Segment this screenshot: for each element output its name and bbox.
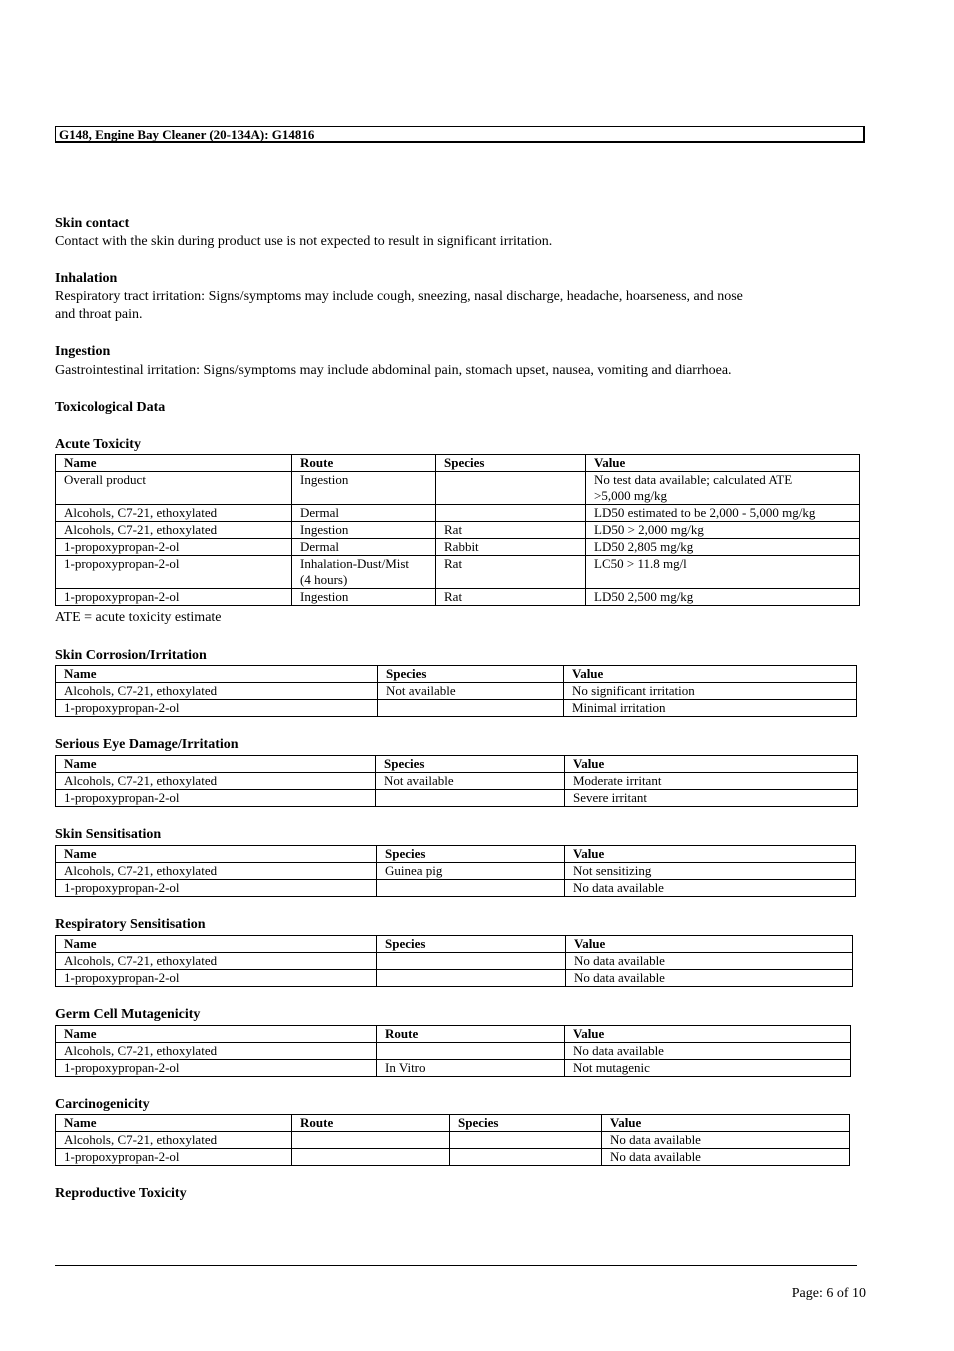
table-cell: No data available — [566, 970, 853, 987]
column-header: Name — [56, 846, 377, 863]
table-header-row — [56, 936, 853, 953]
table-row — [56, 522, 860, 539]
table-cell — [450, 1149, 602, 1166]
acute-toxicity-table — [55, 454, 860, 606]
table-cell: Overall product — [56, 472, 292, 505]
table-cell: 1-propoxypropan-2-ol — [56, 556, 292, 589]
table-header-row — [56, 756, 858, 773]
footer-divider — [55, 1265, 857, 1266]
table-cell: Alcohols, C7-21, ethoxylated — [56, 1132, 292, 1149]
table-cell: 1-propoxypropan-2-ol — [56, 1060, 377, 1077]
eye-damage-table — [55, 755, 858, 807]
table-header-row — [56, 1026, 851, 1043]
table-cell: Alcohols, C7-21, ethoxylated — [56, 505, 292, 522]
table-row — [56, 683, 857, 700]
table-cell: Moderate irritant — [565, 773, 858, 790]
column-header: Name — [56, 936, 377, 953]
table-row — [56, 863, 856, 880]
skin-sensitisation-heading: Skin Sensitisation — [55, 827, 162, 842]
column-header: Name — [56, 455, 292, 472]
table-cell: 1-propoxypropan-2-ol — [56, 880, 377, 897]
table-cell: 1-propoxypropan-2-ol — [56, 1149, 292, 1166]
table-cell — [436, 505, 586, 522]
page-number: Page: 6 of 10 — [791, 1286, 866, 1301]
reproductive-toxicity-heading: Reproductive Toxicity — [55, 1186, 187, 1201]
table-cell: No data available — [565, 1043, 851, 1060]
column-header: Species — [450, 1115, 602, 1132]
table-cell: Ingestion — [292, 589, 436, 606]
column-header: Name — [56, 756, 376, 773]
column-header: Species — [436, 455, 586, 472]
table-row — [56, 1060, 851, 1077]
toxicological-data-heading: Toxicological Data — [55, 400, 166, 415]
table-cell: 1-propoxypropan-2-ol — [56, 539, 292, 556]
table-row — [56, 953, 853, 970]
ingestion-heading: Ingestion — [55, 344, 111, 359]
document-header-title: G148, Engine Bay Cleaner (20-134A): G14816 — [55, 126, 865, 143]
table-row — [56, 773, 858, 790]
table-cell: Alcohols, C7-21, ethoxylated — [56, 953, 377, 970]
cell-line: Inhalation-Dust/Mist — [300, 556, 410, 571]
table-cell: No data available — [602, 1132, 850, 1149]
table-row — [56, 790, 858, 807]
table-cell: Dermal — [292, 539, 436, 556]
table-cell: Not mutagenic — [565, 1060, 851, 1077]
table-cell — [377, 880, 565, 897]
table-row — [56, 472, 860, 505]
table-cell: Rat — [436, 556, 586, 589]
table-cell: Severe irritant — [565, 790, 858, 807]
inhalation-text-line1: Respiratory tract irritation: Signs/symptoms may include cough, sneezing, nasal discharge, headache, hoarseness, and nose — [55, 289, 743, 304]
column-header: Value — [602, 1115, 850, 1132]
column-header: Species — [377, 846, 565, 863]
column-header: Value — [586, 455, 860, 472]
table-cell: Alcohols, C7-21, ethoxylated — [56, 683, 378, 700]
column-header: Value — [564, 666, 857, 683]
table-row — [56, 556, 860, 589]
table-cell: Minimal irritation — [564, 700, 857, 717]
column-header: Species — [378, 666, 564, 683]
respiratory-sensitisation-table — [55, 935, 853, 987]
table-cell — [377, 953, 566, 970]
cell-line: (4 hours) — [300, 572, 348, 587]
ingestion-text: Gastrointestinal irritation: Signs/symptoms may include abdominal pain, stomach upset, nausea, vomiting and diarrhoea. — [55, 363, 732, 378]
table-cell: LD50 > 2,000 mg/kg — [586, 522, 860, 539]
table-cell — [376, 790, 565, 807]
table-cell: Guinea pig — [377, 863, 565, 880]
table-cell: Alcohols, C7-21, ethoxylated — [56, 522, 292, 539]
skin-contact-heading: Skin contact — [55, 216, 130, 231]
skin-corrosion-table — [55, 665, 857, 717]
table-cell — [292, 556, 436, 589]
table-cell — [377, 970, 566, 987]
cell-line: >5,000 mg/kg — [594, 488, 668, 503]
table-cell: Rat — [436, 522, 586, 539]
carcinogenicity-table — [55, 1114, 850, 1166]
table-row — [56, 1043, 851, 1060]
germ-cell-heading: Germ Cell Mutagenicity — [55, 1007, 201, 1022]
column-header: Species — [376, 756, 565, 773]
table-row — [56, 589, 860, 606]
column-header: Route — [292, 1115, 450, 1132]
table-row — [56, 970, 853, 987]
table-cell: No data available — [565, 880, 856, 897]
table-header-row — [56, 1115, 850, 1132]
table-cell: Alcohols, C7-21, ethoxylated — [56, 1043, 377, 1060]
table-row — [56, 1149, 850, 1166]
table-cell: Not available — [378, 683, 564, 700]
table-cell: Ingestion — [292, 472, 436, 505]
table-cell — [292, 1132, 450, 1149]
table-cell: LC50 > 11.8 mg/l — [586, 556, 860, 589]
column-header: Name — [56, 666, 378, 683]
table-cell: Alcohols, C7-21, ethoxylated — [56, 863, 377, 880]
table-cell: Rabbit — [436, 539, 586, 556]
column-header: Route — [292, 455, 436, 472]
table-cell: 1-propoxypropan-2-ol — [56, 700, 378, 717]
column-header: Name — [56, 1115, 292, 1132]
table-row — [56, 700, 857, 717]
eye-damage-heading: Serious Eye Damage/Irritation — [55, 737, 239, 752]
table-cell: Ingestion — [292, 522, 436, 539]
column-header: Value — [565, 1026, 851, 1043]
table-cell: No significant irritation — [564, 683, 857, 700]
table-cell — [436, 472, 586, 505]
skin-sensitisation-table — [55, 845, 856, 897]
table-header-row — [56, 455, 860, 472]
column-header: Value — [565, 846, 856, 863]
table-cell: LD50 estimated to be 2,000 - 5,000 mg/kg — [586, 505, 860, 522]
inhalation-text-line2: and throat pain. — [55, 307, 143, 322]
table-cell: LD50 2,805 mg/kg — [586, 539, 860, 556]
table-cell: Not available — [376, 773, 565, 790]
column-header: Value — [566, 936, 853, 953]
ate-note: ATE = acute toxicity estimate — [55, 610, 222, 625]
skin-contact-text: Contact with the skin during product use is not expected to result in significant irritation. — [55, 234, 553, 249]
table-row — [56, 880, 856, 897]
respiratory-sensitisation-heading: Respiratory Sensitisation — [55, 917, 206, 932]
carcinogenicity-heading: Carcinogenicity — [55, 1097, 150, 1112]
table-row — [56, 1132, 850, 1149]
cell-line: No test data available; calculated ATE — [594, 472, 793, 487]
table-cell: No data available — [602, 1149, 850, 1166]
column-header: Route — [377, 1026, 565, 1043]
table-header-row — [56, 666, 857, 683]
table-header-row — [56, 846, 856, 863]
table-cell — [378, 700, 564, 717]
table-cell: 1-propoxypropan-2-ol — [56, 970, 377, 987]
acute-toxicity-heading: Acute Toxicity — [55, 437, 141, 452]
table-cell: Rat — [436, 589, 586, 606]
table-cell: No data available — [566, 953, 853, 970]
table-cell: Dermal — [292, 505, 436, 522]
table-row — [56, 505, 860, 522]
table-cell: 1-propoxypropan-2-ol — [56, 790, 376, 807]
table-cell: Alcohols, C7-21, ethoxylated — [56, 773, 376, 790]
table-cell: Not sensitizing — [565, 863, 856, 880]
table-cell — [586, 472, 860, 505]
table-cell: In Vitro — [377, 1060, 565, 1077]
table-row — [56, 539, 860, 556]
skin-corrosion-heading: Skin Corrosion/Irritation — [55, 648, 207, 663]
column-header: Name — [56, 1026, 377, 1043]
column-header: Species — [377, 936, 566, 953]
table-cell — [292, 1149, 450, 1166]
column-header: Value — [565, 756, 858, 773]
table-cell: 1-propoxypropan-2-ol — [56, 589, 292, 606]
table-cell — [377, 1043, 565, 1060]
table-cell — [450, 1132, 602, 1149]
inhalation-heading: Inhalation — [55, 271, 118, 286]
table-cell: LD50 2,500 mg/kg — [586, 589, 860, 606]
germ-cell-table — [55, 1025, 851, 1077]
